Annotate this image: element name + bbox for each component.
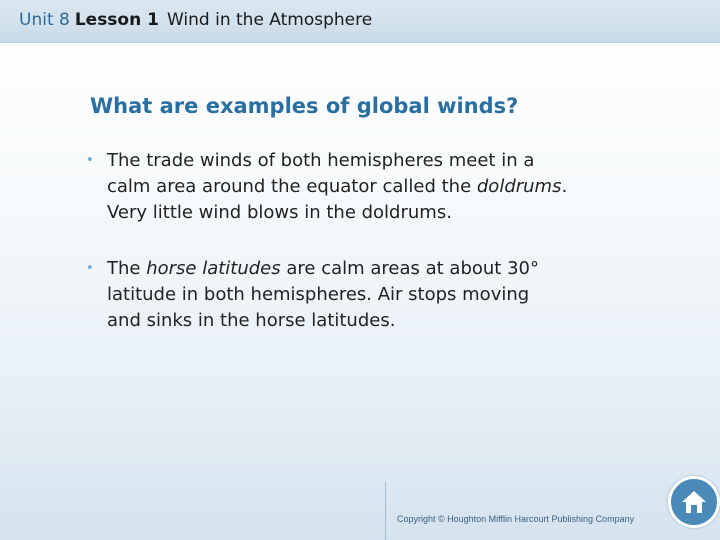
bullet-item: [86, 148, 666, 226]
lesson-label: Lesson 1: [74, 10, 159, 30]
bullet-item: [86, 256, 666, 334]
header-text: [19, 10, 372, 30]
bullet-line: latitude in both hemispheres. Air stops moving: [107, 284, 530, 305]
copyright-text: Copyright © Houghton Mifflin Harcourt Publishing Company: [397, 514, 635, 524]
topic-label: Wind in the Atmosphere: [166, 10, 373, 30]
slide-title: What are examples of global winds?: [90, 94, 519, 118]
home-button[interactable]: [668, 476, 720, 528]
term-horse-latitudes: horse latitudes: [146, 258, 281, 279]
unit-label: Unit 8: [19, 10, 70, 30]
home-icon: [679, 487, 709, 517]
bullet-icon: •: [86, 261, 94, 276]
bullet-icon: •: [86, 153, 94, 168]
bullet-line: The trade winds of both hemispheres meet in a: [107, 150, 535, 171]
header-bar: [0, 0, 720, 43]
footer-divider: [385, 482, 386, 540]
bullet-line: calm area around the equator called the doldrums.: [107, 176, 568, 197]
bullet-line: The horse latitudes are calm areas at about 30°: [107, 258, 539, 279]
bullet-line: and sinks in the horse latitudes.: [107, 310, 396, 331]
bullet-line: Very little wind blows in the doldrums.: [107, 202, 452, 223]
term-doldrums: doldrums: [476, 176, 562, 197]
